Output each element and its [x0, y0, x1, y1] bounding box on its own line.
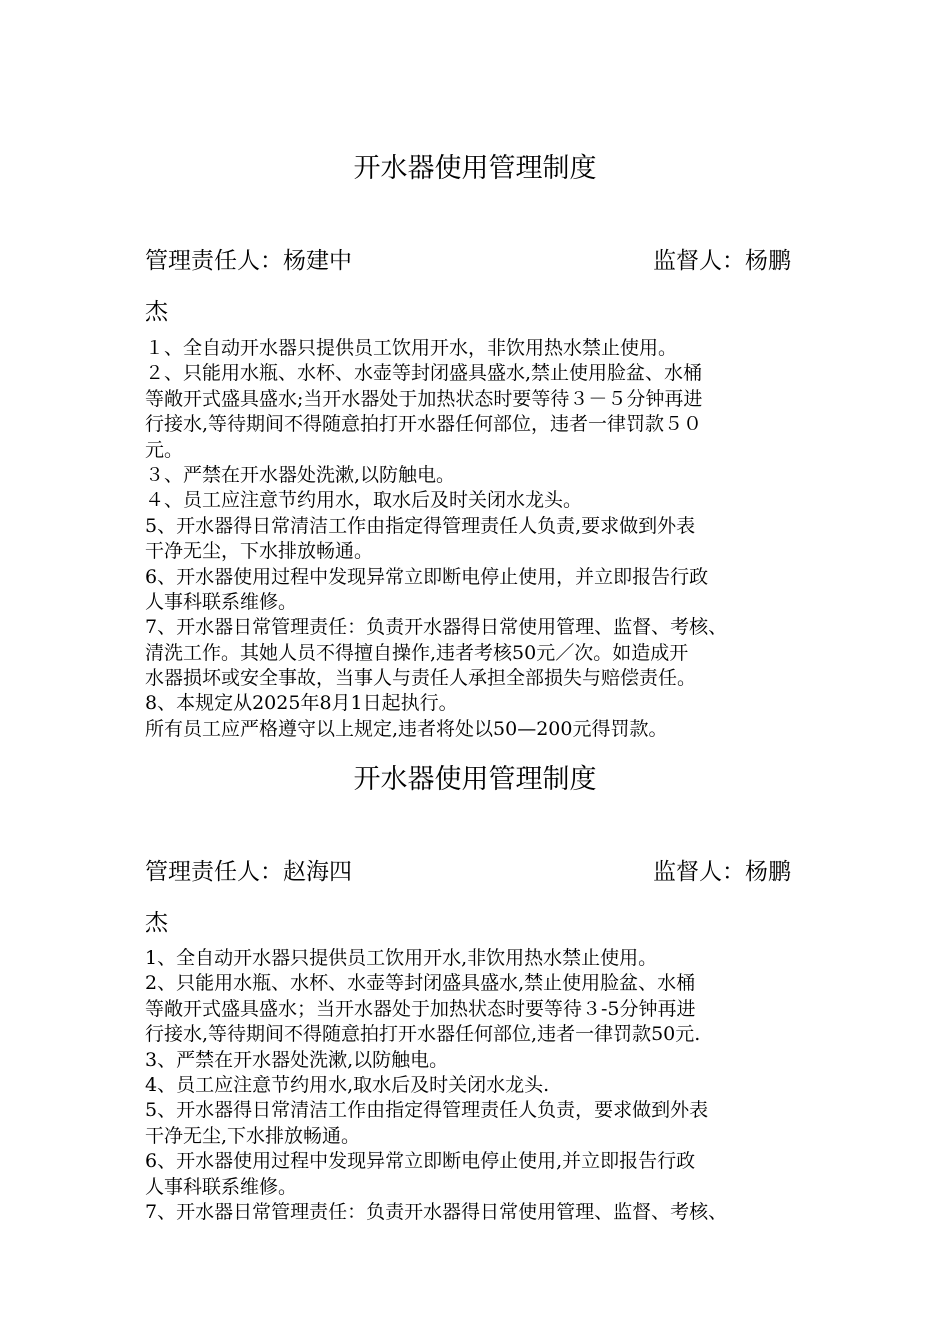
rule-line: 7、开水器日常管理责任：负责开水器得日常使用管理、监督、考核、	[145, 1200, 728, 1223]
section-2-supervisor-continued: 杰	[145, 910, 168, 936]
rule-line: 清洗工作。其她人员不得擅自操作,违者考核50元／次。如造成开	[145, 641, 689, 664]
section-1-manager: 管理责任人：杨建中	[145, 248, 352, 274]
section-2-responsibility-row	[145, 855, 825, 889]
rule-line: 人事科联系维修。	[145, 590, 298, 613]
rule-line: ３、严禁在开水器处洗漱,以防触电。	[145, 463, 456, 486]
section-2-rules	[145, 946, 825, 1225]
rule-line: 6、开水器使用过程中发现异常立即断电停止使用,并立即报告行政	[145, 1150, 696, 1173]
rule-line: 行接水,等待期间不得随意拍打开水器任何部位，违者一律罚款５０	[145, 413, 703, 436]
section-2-manager: 管理责任人：赵海四	[145, 859, 352, 885]
section-1-supervisor-continued: 杰	[145, 299, 168, 325]
rule-line: 水器损坏或安全事故，当事人与责任人承担全部损失与赔偿责任。	[145, 667, 697, 690]
section-1-title: 开水器使用管理制度	[353, 153, 597, 184]
rule-line: 8、本规定从2025年8月1日起执行。	[145, 692, 458, 715]
rule-line: 5、开水器得日常清洁工作由指定得管理责任人负责，要求做到外表	[145, 1099, 709, 1122]
rule-line: 所有员工应严格遵守以上规定,违者将处以50—200元得罚款。	[145, 717, 668, 740]
rule-line: 5、开水器得日常清洁工作由指定得管理责任人负责,要求做到外表	[145, 514, 696, 537]
section-2-title: 开水器使用管理制度	[353, 764, 597, 795]
rule-line: １、全自动开水器只提供员工饮用开水，非饮用热水禁止使用。	[145, 337, 678, 359]
rule-line: 等敞开式盛具盛水;当开水器处于加热状态时要等待３－５分钟再进	[145, 387, 703, 410]
section-2-supervisor: 监督人：杨鹏	[653, 859, 791, 885]
rule-line: 等敞开式盛具盛水；当开水器处于加热状态时要等待３-5分钟再进	[145, 997, 696, 1020]
rule-line: 干净无尘，下水排放畅通。	[145, 540, 374, 563]
rule-line: ４、员工应注意节约用水，取水后及时关闭水龙头。	[145, 489, 583, 512]
rule-line: 6、开水器使用过程中发现异常立即断电停止使用，并立即报告行政	[145, 565, 709, 588]
rule-line: 1、全自动开水器只提供员工饮用开水,非饮用热水禁止使用。	[145, 947, 658, 969]
rule-line: 3、严禁在开水器处洗漱,以防触电。	[145, 1048, 449, 1071]
rule-line: 行接水,等待期间不得随意拍打开水器任何部位,违者一律罚款50元.	[145, 1023, 701, 1046]
rule-line: 干净无尘,下水排放畅通。	[145, 1124, 361, 1147]
rule-line: 4、员工应注意节约用水,取水后及时关闭水龙头.	[145, 1073, 550, 1096]
section-1-supervisor: 监督人：杨鹏	[653, 248, 791, 274]
rule-line: 7、开水器日常管理责任：负责开水器得日常使用管理、监督、考核、	[145, 616, 728, 639]
rule-line: ２、只能用水瓶、水杯、水壶等封闭盛具盛水,禁止使用脸盆、水桶	[145, 362, 703, 385]
rule-line: 元。	[145, 438, 184, 461]
rule-line: 人事科联系维修。	[145, 1175, 298, 1198]
section-1-responsibility-row	[145, 244, 825, 278]
rule-line: 2、只能用水瓶、水杯、水壶等封闭盛具盛水,禁止使用脸盆、水桶	[145, 972, 696, 995]
section-1-rules	[145, 336, 825, 742]
